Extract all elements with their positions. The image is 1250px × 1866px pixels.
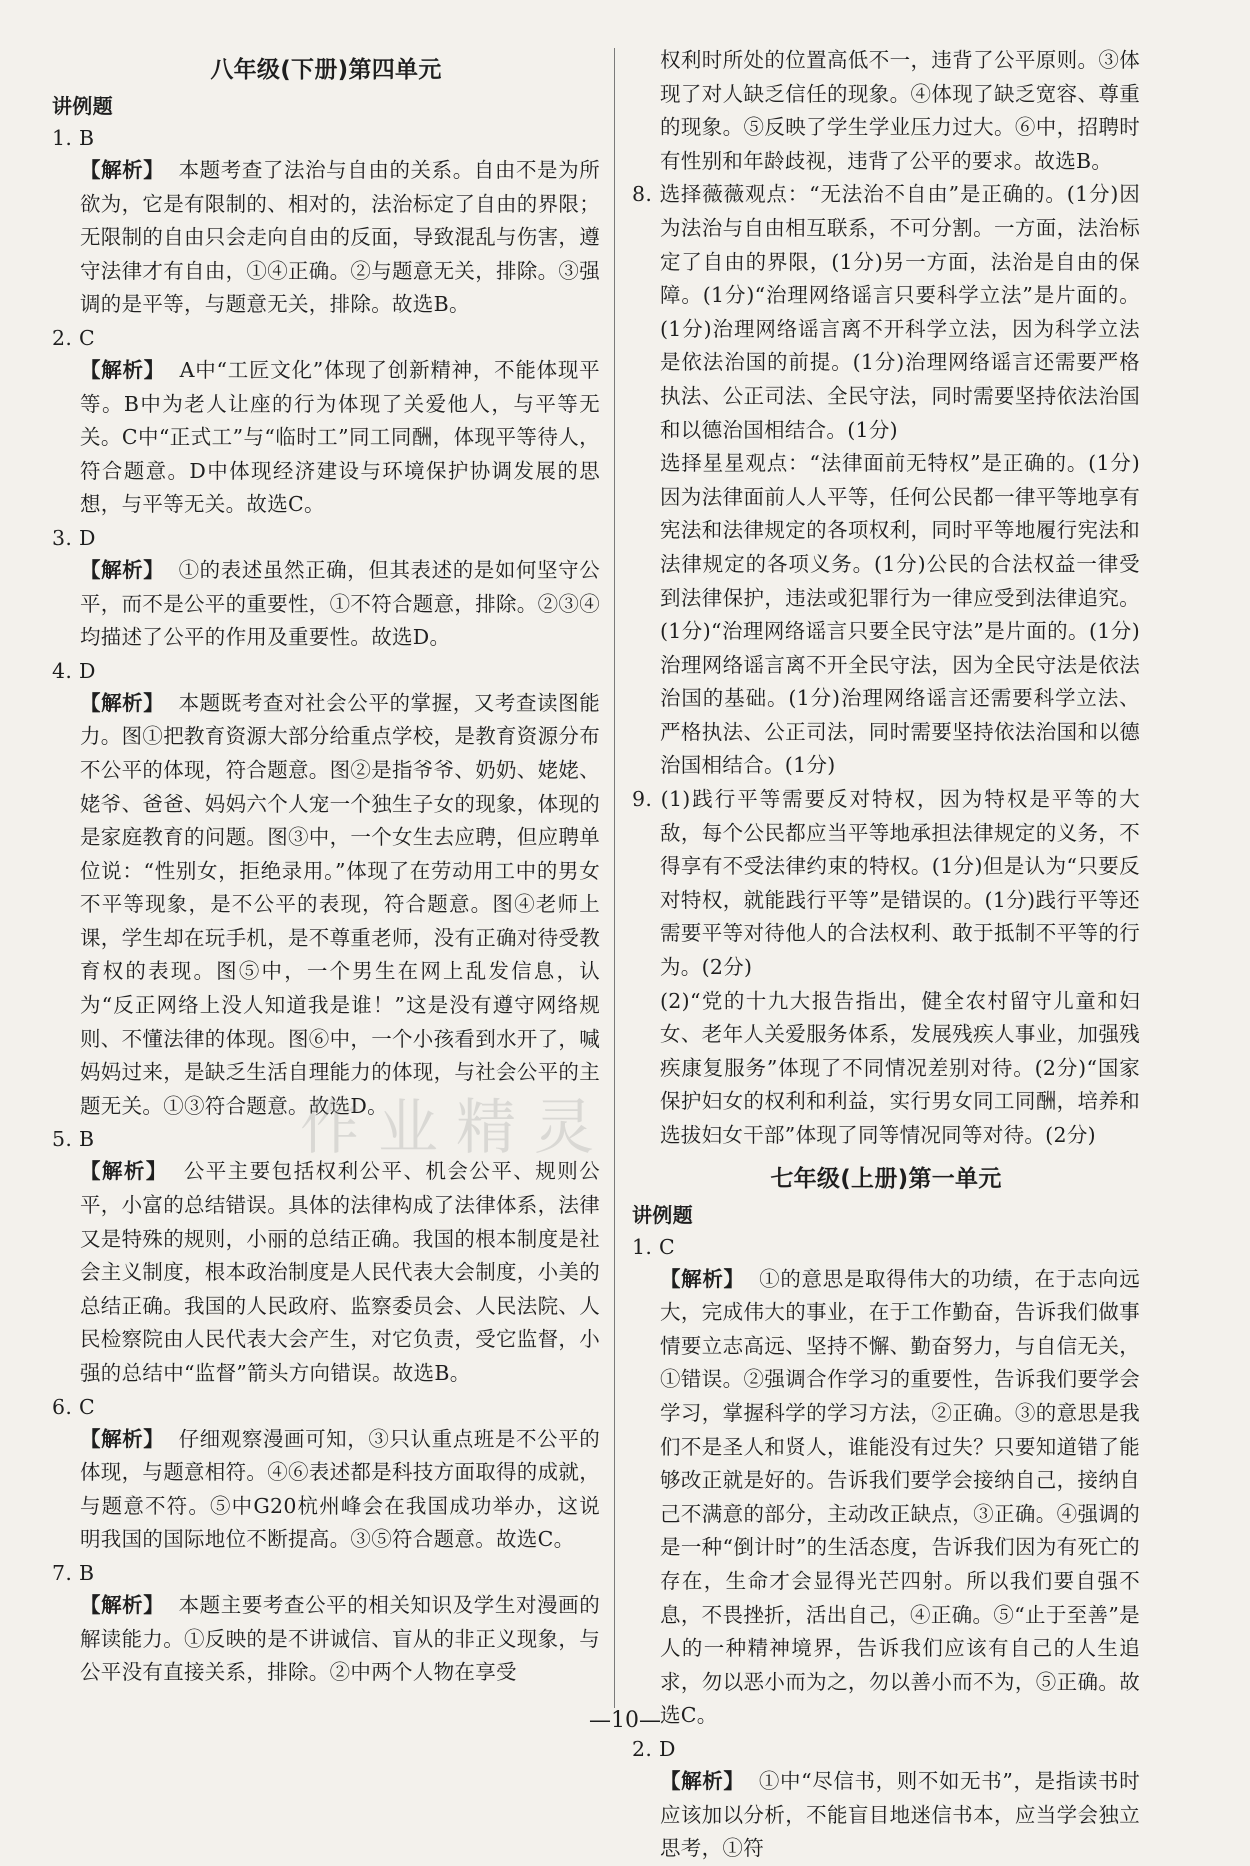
- section-label: 讲例题: [632, 1202, 693, 1227]
- analysis-text: 公平主要包括权利公平、机会公平、规则公平，小富的总结错误。具体的法律构成了法律体系，法律又是特殊的规则，小丽的总结正确。我国的根本制度是社会主义制度，根本政治制度是人民代表大会制度，小美的总结正确。我国的人民政府、监察委员会、人民法院、人民检察院由人民代表大会产生，对它负责，受它监督，小强的总结中“监督”箭头方向错误。故选B。: [80, 1159, 600, 1385]
- analysis-tag: 【解析】: [80, 158, 165, 182]
- analysis-tag: 【解析】: [660, 1266, 745, 1291]
- analysis-text: 本题考查了法治与自由的关系。自由不是为所欲为，它是有限制的、相对的，法治标定了自由的界限；无限制的自由只会走向自由的反面，导致混乱与伤害，遵守法律才有自由，①④正确。②与题意无关，排除。③强调的是平等，与题意无关，排除。故选B。: [80, 158, 601, 317]
- analysis-tag: 【解析】: [80, 690, 165, 715]
- analysis-text: 本题既考查对社会公平的掌握，又考查读图能力。图①把教育资源大部分给重点学校，是教育资源分布不公平的体现，符合题意。图②是指爷爷、奶奶、姥姥、姥爷、爸爸、妈妈六个人宠一个独生子女的现象，体现的是家庭教育的问题。图③中，一个女生去应聘，但应聘单位说：“性别女，拒绝录用。”体现了在劳动用工中的男女不平等现象，是不公平的表现，符合题意。图④老师上课，学生却在玩手机，是不尊重老师，没有正确对待受教育权的表现。图⑤中，一个男生在网上乱发信息，认为“反正网络上没人知道我是谁！”这是没有遵守网络规则、不懂法律的体现。图⑥中，一个小孩看到水开了，喊妈妈过来，是缺乏生活自理能力的体现，与社会公平的主题无关。①③符合题意。故选D。: [80, 690, 601, 1118]
- unit-title-grade8: 八年级(下册)第四单元: [210, 57, 442, 83]
- question-number: 2. C: [52, 325, 95, 350]
- column-divider: [614, 48, 615, 1708]
- analysis-tag: 【解析】: [80, 1592, 165, 1617]
- question-number: 1. C: [632, 1234, 675, 1259]
- analysis-paragraph: [52, 1589, 600, 1690]
- question-number: 4. D: [52, 658, 96, 683]
- analysis-paragraph: [52, 554, 600, 655]
- analysis-tag: 【解析】: [660, 1768, 745, 1793]
- analysis-paragraph: [52, 1423, 600, 1557]
- question-number: 1. B: [52, 126, 95, 150]
- question-number: 3. D: [52, 525, 96, 550]
- q9-answer-part1: 9. (1)践行平等需要反对特权，因为特权是平等的大敌，每个公民都应当平等地承担法律规定的义务，不得享有不受法律约束的特权。(1分)但是认为“只要反对特权，就能践行平等”是错误的。(1分)践行平等还需要平等对待他人的合法权利、敢于抵制不平等的行为。(2分): [632, 787, 1141, 980]
- analysis-text: A中“工匠文化”体现了创新精神，不能体现平等。B中为老人让座的行为体现了关爱他人，与平等无关。C中“正式工”与“临时工”同工同酬，体现平等待人，符合题意。D中体现经济建设与环境保护协调发展的思想，与平等无关。故选C。: [80, 357, 600, 517]
- question-number: 7. B: [52, 1560, 95, 1585]
- analysis-text: 仔细观察漫画可知，③只认重点班是不公平的体现，与题意相符。④⑥表述都是科技方面取得的成就，与题意不符。⑤中G20杭州峰会在我国成功举办，这说明我国的国际地位不断提高。③⑤符合题意。故选C。: [80, 1426, 601, 1552]
- analysis-paragraph: [52, 154, 600, 322]
- watermark: 作业精灵: [300, 1093, 612, 1163]
- question-number: 6. C: [52, 1394, 95, 1419]
- right-column: [632, 44, 1140, 1866]
- analysis-text: 本题主要考查公平的相关知识及学生对漫画的解读能力。①反映的是不讲诚信、盲从的非正义现象，与公平没有直接关系，排除。②中两个人物在享受: [80, 1592, 601, 1685]
- q8-answer-part1: 8. 选择薇薇观点：“无法治不自由”是正确的。(1分)因为法治与自由相互联系，不可分割。一方面，法治标定了自由的界限，(1分)另一方面，法治是自由的保障。(1分)“治理网络谣言只要科学立法”是片面的。(1分)治理网络谣言离不开科学立法，因为科学立法是依法治国的前提。(1分)治理网络谣言还需要严格执法、公正司法、全民守法，同时需要坚持依法治国和以德治国相结合。(1分): [632, 182, 1140, 442]
- question-number: 9.: [632, 787, 653, 812]
- left-column: [52, 44, 600, 1690]
- analysis-text: ①的表述虽然正确，但其表述的是如何坚守公平，而不是公平的重要性，①不符合题意，排除。②③④均描述了公平的作用及重要性。故选D。: [80, 557, 601, 650]
- q8-answer-part2: 选择星星观点：“法律面前无特权”是正确的。(1分)因为法律面前人人平等，任何公民都一律平等地享有宪法和法律规定的各项权利，同时平等地履行宪法和法律规定的各项义务。(1分)公民的合法权益一律受到法律保护，违法或犯罪行为一律应受到法律追究。(1分)“治理网络谣言只要全民守法”是片面的。(1分)治理网络谣言离不开全民守法，因为全民守法是依法治国的基础。(1分)治理网络谣言还需要科学立法、严格执法、公正司法，同时需要坚持依法治国和以德治国相结合。(1分): [660, 451, 1140, 778]
- analysis-paragraph: [632, 1765, 1140, 1866]
- question-number: 8.: [632, 182, 653, 207]
- analysis-paragraph: [632, 1263, 1140, 1733]
- analysis-paragraph: [52, 354, 600, 522]
- analysis-paragraph: [52, 687, 600, 1124]
- analysis-tag: 【解析】: [80, 557, 165, 582]
- page-number: —10—: [589, 1708, 661, 1733]
- question-number: 5. B: [52, 1127, 95, 1152]
- section-label: 讲例题: [52, 94, 113, 118]
- question-number: 2. D: [632, 1736, 676, 1761]
- analysis-paragraph: [52, 1155, 600, 1390]
- analysis-tag: 【解析】: [80, 1426, 165, 1451]
- q9-answer-part2: (2)“党的十九大报告指出，健全农村留守儿童和妇女、老年人关爱服务体系，发展残疾人事业，加强残疾康复服务”体现了不同情况差别对待。(2分)“国家保护妇女的权利和利益，实行男女同工同酬，培养和选拔妇女干部”体现了同等情况同等对待。(2分): [660, 988, 1140, 1147]
- analysis-text: ①中“尽信书，则不如无书”，是指读书时应该加以分析，不能盲目地迷信书本，应当学会独立思考，①符: [660, 1768, 1140, 1861]
- analysis-tag: 【解析】: [80, 357, 166, 382]
- analysis-text: ①的意思是取得伟大的功绩，在于志向远大，完成伟大的事业，在于工作勤奋，告诉我们做事情要立志高远、坚持不懈、勤奋努力，与自信无关，①错误。②强调合作学习的重要性，告诉我们要学会学习，掌握科学的学习方法，②正确。③的意思是我们不是圣人和贤人，谁能没有过失？只要知道错了能够改正就是好的。告诉我们要学会接纳自己，接纳自己不满意的部分，主动改正缺点，③正确。④强调的是一种“倒计时”的生活态度，告诉我们因为有死亡的存在，生命才会显得光芒四射。所以我们要自强不息，不畏挫折，活出自己，④正确。⑤“止于至善”是人的一种精神境界，告诉我们应该有自己的人生追求，勿以恶小而为之，勿以善小而不为，⑤正确。故选C。: [660, 1266, 1141, 1728]
- q7-continued-text: 权利时所处的位置高低不一，违背了公平原则。③体现了对人缺乏信任的现象。④体现了缺乏宽容、尊重的现象。⑤反映了学生学业压力过大。⑥中，招聘时有性别和年龄歧视，违背了公平的要求。故选B。: [660, 48, 1140, 173]
- unit-title-grade7: 七年级(上册)第一单元: [770, 1165, 1002, 1192]
- analysis-tag: 【解析】: [80, 1159, 168, 1184]
